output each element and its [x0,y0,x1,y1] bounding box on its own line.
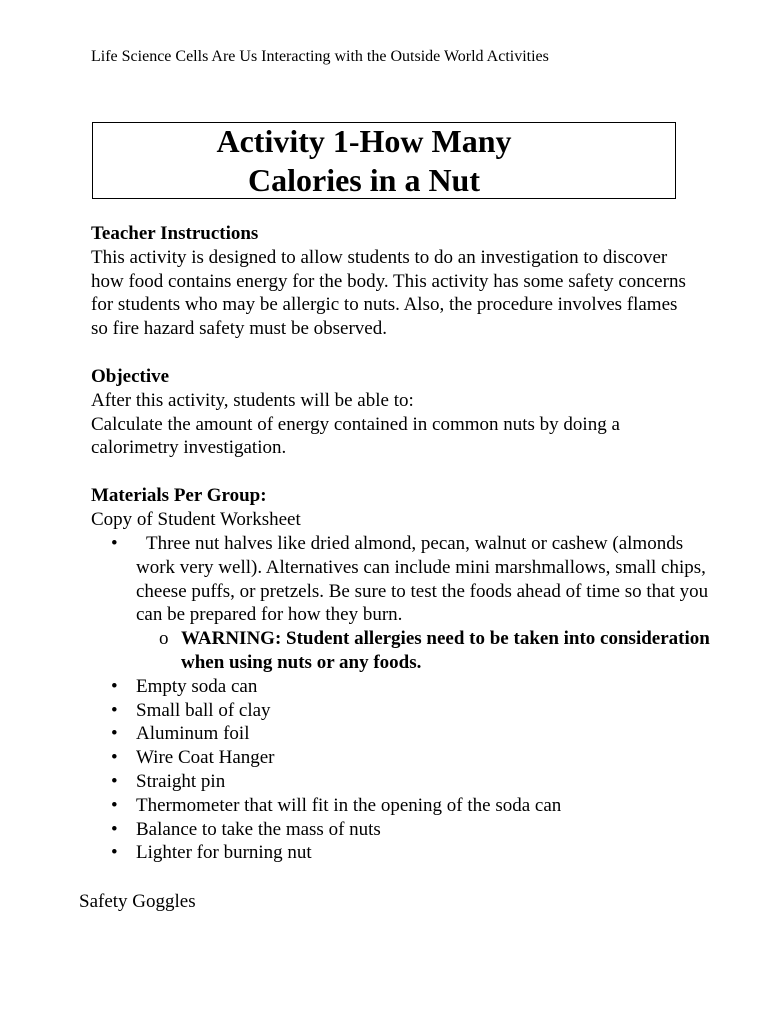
materials-items [91,675,710,865]
materials-intro: Copy of Student Worksheet [91,508,301,530]
teacher-instructions-heading: Teacher Instructions [91,223,259,244]
list-item-text: Aluminum foil [136,723,250,745]
bullet-icon: • [111,723,118,745]
bullet-icon: • [111,794,118,816]
safety-goggles-text: Safety Goggles [79,891,196,912]
title-box [92,122,676,199]
title-line-1: Activity 1-How Many [216,122,512,159]
list-item-text: Thermometer that will fit in the opening of the soda can [136,794,562,816]
objective-heading: Objective [91,366,170,387]
sub-bullet-icon: o [159,628,169,650]
materials-header [91,484,690,532]
bullet-icon: • [111,675,118,697]
materials-list [91,532,710,865]
list-item [91,818,710,842]
bullet-icon: • [111,842,118,864]
list-item [91,532,710,627]
objective-section [91,365,690,460]
list-item [91,770,710,794]
bullet-icon: • [111,533,118,554]
list-item-text: Small ball of clay [136,699,271,721]
teacher-instructions-section [91,222,690,341]
list-item [91,699,710,723]
bullet-icon: • [111,818,118,840]
teacher-instructions-text: This activity is designed to allow students to do an investigation to discover how food contains energy for the body. This activity has some safety concerns for students who may be allergic to nuts. Also, the procedure involves flames so fire hazard safety must be observed. [91,246,686,340]
list-item [91,841,710,865]
list-item [91,722,710,746]
list-item [91,746,710,770]
list-item [91,675,710,699]
warning-text: WARNING: Student allergies need to be taken into consideration when using nuts or any foods. [181,628,710,673]
materials-heading: Materials Per Group: [91,485,267,506]
list-item [91,794,710,818]
objective-intro: After this activity, students will be able to: [91,389,414,411]
bullet-icon: • [111,699,118,721]
title-line-2: Calories in a Nut [248,161,480,198]
bullet-icon: • [111,770,118,792]
list-item-text: Balance to take the mass of nuts [136,818,381,840]
bullet-icon: • [111,747,118,769]
list-item-text: Lighter for burning nut [136,842,312,864]
list-item-text: Wire Coat Hanger [136,747,275,769]
list-item-text: Empty soda can [136,675,258,697]
first-material-text: Three nut halves like dried almond, pecan, walnut or cashew (almonds work very well). Alternatives can include mini marshmallows, small chips, cheese puffs, or pretzels. Be sure to test the foods ahead of time so that you can be prepared for how they burn. [136,533,709,626]
list-item-text: Straight pin [136,770,226,792]
warning-item [91,627,710,675]
document-header: Life Science Cells Are Us Interacting with the Outside World Activities [91,48,549,65]
objective-text: Calculate the amount of energy contained in common nuts by doing a calorimetry investigation. [91,413,620,459]
